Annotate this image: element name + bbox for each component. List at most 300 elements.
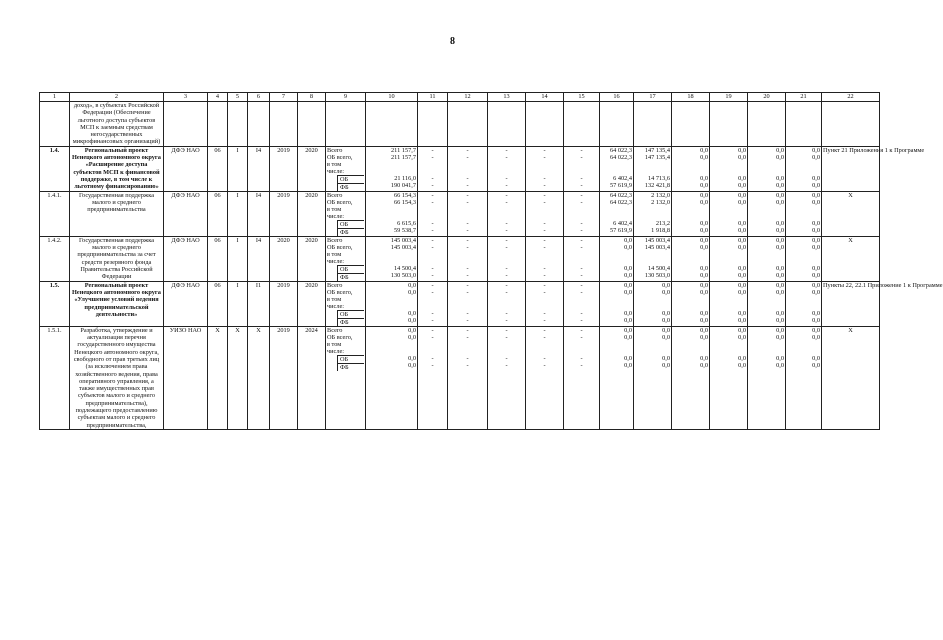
amount-value bbox=[787, 161, 820, 168]
amount-value: 0,0 bbox=[776, 309, 784, 317]
amount-value: - bbox=[580, 181, 583, 189]
amount-value: 64 022,3 bbox=[609, 153, 632, 161]
amount-value bbox=[749, 251, 784, 258]
amount-value: - bbox=[580, 191, 583, 199]
amount-value: 132 421,8 bbox=[644, 181, 670, 189]
amount-value: 0,0 bbox=[812, 153, 820, 161]
amount-value: 0,0 bbox=[812, 198, 820, 206]
amount-value bbox=[673, 206, 708, 213]
amount-value: - bbox=[543, 354, 546, 362]
amount-value bbox=[527, 258, 562, 265]
funding-source-label: числе: bbox=[327, 257, 345, 265]
code-program: 06 bbox=[208, 146, 228, 191]
amount-value: 14 500,4 bbox=[647, 264, 670, 272]
amount-col-13 bbox=[488, 281, 526, 326]
funding-source-label: ФБ bbox=[337, 273, 364, 281]
column-number-19: 19 bbox=[710, 93, 748, 102]
funding-source-labels bbox=[326, 281, 366, 326]
start-year: 2019 bbox=[270, 146, 298, 191]
amount-value bbox=[449, 206, 486, 213]
amount-col-17 bbox=[634, 146, 672, 191]
amount-value: 145 003,4 bbox=[644, 243, 670, 251]
amount-value bbox=[673, 258, 708, 265]
amount-value: 0,0 bbox=[776, 264, 784, 272]
amount-value bbox=[711, 213, 746, 220]
amount-col-12 bbox=[448, 146, 488, 191]
amount-value bbox=[419, 251, 446, 258]
amount-value: - bbox=[431, 326, 434, 334]
amount-value bbox=[565, 348, 598, 355]
executor: ДФЭ НАО bbox=[164, 236, 208, 281]
activity-name: Региональный проект Ненецкого автономного округа «Улучшение условий ведения предпринимательской деятельности» bbox=[70, 281, 164, 326]
amount-value bbox=[635, 161, 670, 168]
amount-value: - bbox=[505, 146, 508, 154]
amount-value: - bbox=[431, 264, 434, 272]
program-reference: Пункты 22, 22.1 Приложение 1 к Программе bbox=[822, 281, 880, 326]
table-row bbox=[40, 281, 880, 326]
amount-value: - bbox=[580, 174, 583, 182]
funding-source-label: числе: bbox=[327, 302, 345, 310]
amount-col-17 bbox=[634, 236, 672, 281]
amount-col-20 bbox=[748, 191, 786, 236]
program-reference: Х bbox=[822, 191, 880, 236]
amount-value: 0,0 bbox=[738, 288, 746, 296]
funding-source-label: числе: bbox=[327, 347, 345, 355]
amount-value: - bbox=[431, 333, 434, 341]
amount-col-15 bbox=[564, 281, 600, 326]
amount-value: 2 132,0 bbox=[651, 198, 670, 206]
amount-value: 57 619,9 bbox=[609, 181, 632, 189]
amount-value: - bbox=[580, 316, 583, 324]
amount-value: - bbox=[466, 361, 469, 369]
amount-value bbox=[489, 206, 524, 213]
code-program: 06 bbox=[208, 236, 228, 281]
amount-value: 0,0 bbox=[812, 316, 820, 324]
amount-value: - bbox=[505, 236, 508, 244]
amount-value: 0,0 bbox=[662, 354, 670, 362]
amount-value: - bbox=[580, 354, 583, 362]
code-subprogram: Х bbox=[228, 326, 248, 429]
amount-value bbox=[489, 303, 524, 310]
amount-value bbox=[673, 303, 708, 310]
amount-col-20 bbox=[748, 281, 786, 326]
amount-value bbox=[527, 296, 562, 303]
column-number-11: 11 bbox=[418, 93, 448, 102]
amount-value: 0,0 bbox=[624, 281, 632, 289]
amount-value: - bbox=[466, 146, 469, 154]
amount-value: 0,0 bbox=[738, 181, 746, 189]
amount-value: 0,0 bbox=[700, 271, 708, 279]
amount-value bbox=[449, 341, 486, 348]
amount-col-17 bbox=[634, 191, 672, 236]
amount-value: - bbox=[580, 219, 583, 227]
amount-value bbox=[787, 303, 820, 310]
amount-value bbox=[449, 348, 486, 355]
funding-source-label: в том bbox=[327, 205, 342, 213]
amount-value: 0,0 bbox=[738, 226, 746, 234]
start-year: 2019 bbox=[270, 191, 298, 236]
amount-value: - bbox=[431, 288, 434, 296]
amount-value: 0,0 bbox=[738, 153, 746, 161]
amount-value: - bbox=[543, 288, 546, 296]
amount-value: 0,0 bbox=[700, 236, 708, 244]
amount-value: 0,0 bbox=[776, 288, 784, 296]
amount-value: - bbox=[505, 153, 508, 161]
funding-source-label: ОБ bbox=[337, 265, 364, 273]
amount-value bbox=[527, 341, 562, 348]
amount-col-17 bbox=[634, 281, 672, 326]
end-year: 2020 bbox=[298, 191, 326, 236]
amount-value: 0,0 bbox=[624, 243, 632, 251]
column-number-18: 18 bbox=[672, 93, 710, 102]
amount-value bbox=[673, 296, 708, 303]
amount-value bbox=[787, 296, 820, 303]
amount-value: - bbox=[580, 226, 583, 234]
amount-value bbox=[489, 251, 524, 258]
amount-value: - bbox=[580, 236, 583, 244]
amount-value bbox=[711, 206, 746, 213]
amount-value: 0,0 bbox=[776, 146, 784, 154]
amount-value: - bbox=[466, 198, 469, 206]
amount-value bbox=[565, 258, 598, 265]
funding-source-label: Всего bbox=[327, 281, 343, 289]
program-reference bbox=[822, 102, 880, 147]
amount-value bbox=[565, 303, 598, 310]
amount-value: 0,0 bbox=[408, 354, 416, 362]
amount-value: 0,0 bbox=[700, 174, 708, 182]
amount-value: 0,0 bbox=[408, 288, 416, 296]
funding-source-label: ФБ bbox=[337, 228, 364, 236]
amount-value: 0,0 bbox=[812, 271, 820, 279]
column-number-14: 14 bbox=[526, 93, 564, 102]
amount-value bbox=[601, 161, 632, 168]
amount-value: 0,0 bbox=[776, 219, 784, 227]
amount-value: - bbox=[543, 281, 546, 289]
amount-value: 145 003,4 bbox=[644, 236, 670, 244]
amount-value bbox=[527, 161, 562, 168]
amount-col-14 bbox=[526, 281, 564, 326]
activity-name: Региональный проект Ненецкого автономного округа «Расширение доступа субъектов МСП к финансовой поддержке, в том числе к льготному финансированию» bbox=[70, 146, 164, 191]
amount-value bbox=[635, 303, 670, 310]
amount-col-10 bbox=[366, 236, 418, 281]
amount-value bbox=[673, 213, 708, 220]
amount-value bbox=[419, 161, 446, 168]
amount-value: 0,0 bbox=[738, 198, 746, 206]
amount-value bbox=[601, 303, 632, 310]
amount-value bbox=[749, 303, 784, 310]
funding-source-label: ОБ всего, bbox=[327, 153, 353, 161]
amount-col-12 bbox=[448, 236, 488, 281]
amount-col-19 bbox=[710, 191, 748, 236]
amount-value bbox=[367, 296, 416, 303]
code-subprogram: I bbox=[228, 191, 248, 236]
row-number bbox=[40, 102, 70, 147]
amount-value bbox=[489, 213, 524, 220]
amount-col-21 bbox=[786, 281, 822, 326]
amount-value bbox=[367, 341, 416, 348]
amount-value bbox=[749, 296, 784, 303]
amount-value: - bbox=[431, 361, 434, 369]
amount-value: 64 022,3 bbox=[609, 191, 632, 199]
amount-value: - bbox=[466, 153, 469, 161]
amount-value: - bbox=[505, 316, 508, 324]
amount-value: 0,0 bbox=[738, 361, 746, 369]
amount-value: 0,0 bbox=[738, 309, 746, 317]
amount-value bbox=[527, 251, 562, 258]
row-number: 1.4. bbox=[40, 146, 70, 191]
amount-value: - bbox=[505, 361, 508, 369]
amount-value: 0,0 bbox=[700, 333, 708, 341]
amount-value bbox=[449, 213, 486, 220]
amount-col-18 bbox=[672, 281, 710, 326]
code-program: 06 bbox=[208, 191, 228, 236]
amount-value: 0,0 bbox=[700, 153, 708, 161]
amount-value: - bbox=[431, 198, 434, 206]
amount-value: - bbox=[505, 288, 508, 296]
executor: ДФЭ НАО bbox=[164, 281, 208, 326]
amount-value: 0,0 bbox=[812, 264, 820, 272]
code-project: Х bbox=[248, 326, 270, 429]
amount-value: 145 003,4 bbox=[390, 236, 416, 244]
funding-source-label: в том bbox=[327, 250, 342, 258]
amount-value: 21 116,0 bbox=[394, 174, 416, 182]
amount-value: 0,0 bbox=[624, 333, 632, 341]
amount-value bbox=[449, 258, 486, 265]
amount-col-16 bbox=[600, 326, 634, 429]
amount-value bbox=[419, 348, 446, 355]
amount-value bbox=[601, 296, 632, 303]
amount-value: 0,0 bbox=[812, 243, 820, 251]
amount-value bbox=[787, 348, 820, 355]
amount-col-15 bbox=[564, 102, 600, 147]
funding-source-label: в том bbox=[327, 295, 342, 303]
amount-value: - bbox=[505, 281, 508, 289]
amount-value: - bbox=[466, 236, 469, 244]
amount-value: 0,0 bbox=[812, 181, 820, 189]
funding-source-labels bbox=[326, 191, 366, 236]
amount-value bbox=[489, 258, 524, 265]
amount-value: - bbox=[543, 226, 546, 234]
amount-value: 0,0 bbox=[776, 361, 784, 369]
amount-value: 14 713,6 bbox=[647, 174, 670, 182]
activity-name: Государственная поддержка малого и среднего предпринимательства за счет средств резервного фонда Правительства Российской Федерации bbox=[70, 236, 164, 281]
amount-value bbox=[527, 348, 562, 355]
amount-value bbox=[527, 206, 562, 213]
amount-value bbox=[367, 348, 416, 355]
amount-col-18 bbox=[672, 191, 710, 236]
amount-value: 0,0 bbox=[700, 288, 708, 296]
amount-value bbox=[711, 161, 746, 168]
amount-value bbox=[565, 213, 598, 220]
end-year: 2020 bbox=[298, 281, 326, 326]
column-number-6: 6 bbox=[248, 93, 270, 102]
amount-value: - bbox=[580, 281, 583, 289]
amount-value bbox=[489, 168, 524, 175]
code-project: I1 bbox=[248, 281, 270, 326]
amount-col-18 bbox=[672, 146, 710, 191]
amount-value bbox=[711, 168, 746, 175]
amount-value: 0,0 bbox=[738, 316, 746, 324]
amount-value: 1 918,8 bbox=[651, 226, 670, 234]
funding-source-label: ФБ bbox=[337, 318, 364, 326]
amount-value: - bbox=[466, 326, 469, 334]
amount-value: 0,0 bbox=[700, 146, 708, 154]
code-program: 06 bbox=[208, 281, 228, 326]
amount-value bbox=[419, 168, 446, 175]
amount-col-16 bbox=[600, 236, 634, 281]
program-reference: Х bbox=[822, 236, 880, 281]
executor: УИЗО НАО bbox=[164, 326, 208, 429]
code-project: I4 bbox=[248, 146, 270, 191]
amount-value bbox=[787, 213, 820, 220]
amount-value bbox=[565, 341, 598, 348]
amount-value: - bbox=[466, 309, 469, 317]
amount-value: 0,0 bbox=[812, 281, 820, 289]
amount-value: 0,0 bbox=[408, 309, 416, 317]
amount-value: 0,0 bbox=[624, 236, 632, 244]
amount-value bbox=[749, 258, 784, 265]
row-number: 1.4.1. bbox=[40, 191, 70, 236]
amount-value: 130 503,0 bbox=[644, 271, 670, 279]
amount-col-19 bbox=[710, 146, 748, 191]
amount-value: - bbox=[543, 198, 546, 206]
funding-source-label: Всего bbox=[327, 146, 343, 154]
funding-source-label: в том bbox=[327, 160, 342, 168]
amount-value: 0,0 bbox=[776, 198, 784, 206]
amount-value bbox=[601, 348, 632, 355]
amount-value: 0,0 bbox=[624, 354, 632, 362]
amount-value: 0,0 bbox=[776, 354, 784, 362]
code-subprogram: I bbox=[228, 146, 248, 191]
amount-value: 0,0 bbox=[738, 326, 746, 334]
amount-col-12 bbox=[448, 191, 488, 236]
amount-value: - bbox=[505, 191, 508, 199]
amount-col-21 bbox=[786, 236, 822, 281]
amount-value bbox=[565, 206, 598, 213]
amount-value: - bbox=[431, 191, 434, 199]
amount-value bbox=[601, 258, 632, 265]
amount-value bbox=[635, 258, 670, 265]
amount-value: - bbox=[466, 288, 469, 296]
amount-col-14 bbox=[526, 236, 564, 281]
amount-value: 211 157,7 bbox=[391, 153, 416, 161]
amount-value bbox=[489, 348, 524, 355]
funding-source-label: ОБ bbox=[337, 175, 364, 183]
amount-value: - bbox=[466, 191, 469, 199]
amount-value bbox=[711, 348, 746, 355]
amount-value: 0,0 bbox=[700, 354, 708, 362]
amount-value: - bbox=[543, 236, 546, 244]
amount-value bbox=[635, 348, 670, 355]
amount-value bbox=[673, 341, 708, 348]
amount-col-21 bbox=[786, 102, 822, 147]
table-row bbox=[40, 102, 880, 147]
amount-value: - bbox=[505, 174, 508, 182]
amount-col-19 bbox=[710, 281, 748, 326]
amount-value: - bbox=[580, 243, 583, 251]
amount-value: - bbox=[466, 226, 469, 234]
amount-value bbox=[419, 341, 446, 348]
amount-value: - bbox=[431, 181, 434, 189]
amount-col-13 bbox=[488, 191, 526, 236]
column-number-20: 20 bbox=[748, 93, 786, 102]
amount-value: - bbox=[505, 264, 508, 272]
amount-value: 0,0 bbox=[700, 191, 708, 199]
amount-value: - bbox=[543, 333, 546, 341]
amount-value: - bbox=[543, 264, 546, 272]
amount-value bbox=[419, 303, 446, 310]
column-number-21: 21 bbox=[786, 93, 822, 102]
funding-source-label: ФБ bbox=[337, 363, 364, 371]
amount-value bbox=[635, 341, 670, 348]
column-number-12: 12 bbox=[448, 93, 488, 102]
amount-value: 0,0 bbox=[700, 226, 708, 234]
amount-value bbox=[419, 206, 446, 213]
amount-value: 0,0 bbox=[700, 264, 708, 272]
amount-value: 0,0 bbox=[662, 333, 670, 341]
amount-value: 0,0 bbox=[738, 146, 746, 154]
amount-value bbox=[367, 303, 416, 310]
executor: ДФЭ НАО bbox=[164, 146, 208, 191]
amount-col-21 bbox=[786, 146, 822, 191]
amount-value: 0,0 bbox=[776, 333, 784, 341]
table-row bbox=[40, 191, 880, 236]
amount-value: 147 135,4 bbox=[644, 146, 670, 154]
amount-col-11 bbox=[418, 236, 448, 281]
funding-source-labels bbox=[326, 236, 366, 281]
amount-col-14 bbox=[526, 191, 564, 236]
amount-value: 0,0 bbox=[700, 181, 708, 189]
amount-value bbox=[749, 341, 784, 348]
amount-value: 0,0 bbox=[776, 281, 784, 289]
funding-source-label: ОБ всего, bbox=[327, 288, 353, 296]
amount-col-16 bbox=[600, 281, 634, 326]
amount-value: - bbox=[431, 146, 434, 154]
amount-value bbox=[565, 251, 598, 258]
amount-col-12 bbox=[448, 326, 488, 429]
amount-value: 0,0 bbox=[812, 361, 820, 369]
amount-value: 130 503,0 bbox=[390, 271, 416, 279]
amount-col-15 bbox=[564, 146, 600, 191]
amount-value: - bbox=[505, 219, 508, 227]
amount-col-19 bbox=[710, 102, 748, 147]
amount-col-12 bbox=[448, 102, 488, 147]
code-subprogram bbox=[228, 102, 248, 147]
amount-value bbox=[601, 213, 632, 220]
table-row bbox=[40, 146, 880, 191]
amount-value: 0,0 bbox=[624, 316, 632, 324]
amount-value: 6 615,6 bbox=[397, 219, 416, 227]
funding-source-labels bbox=[326, 146, 366, 191]
amount-col-11 bbox=[418, 102, 448, 147]
amount-value bbox=[419, 258, 446, 265]
funding-source-label: ФБ bbox=[337, 183, 364, 191]
amount-col-17 bbox=[634, 102, 672, 147]
amount-col-20 bbox=[748, 236, 786, 281]
amount-col-17 bbox=[634, 326, 672, 429]
amount-value: - bbox=[580, 288, 583, 296]
amount-value bbox=[787, 258, 820, 265]
amount-value: 0,0 bbox=[738, 264, 746, 272]
amount-value: - bbox=[466, 219, 469, 227]
amount-value: - bbox=[505, 354, 508, 362]
amount-value bbox=[489, 296, 524, 303]
column-number-5: 5 bbox=[228, 93, 248, 102]
column-number-4: 4 bbox=[208, 93, 228, 102]
column-number-13: 13 bbox=[488, 93, 526, 102]
end-year: 2020 bbox=[298, 236, 326, 281]
amount-value: 0,0 bbox=[776, 316, 784, 324]
